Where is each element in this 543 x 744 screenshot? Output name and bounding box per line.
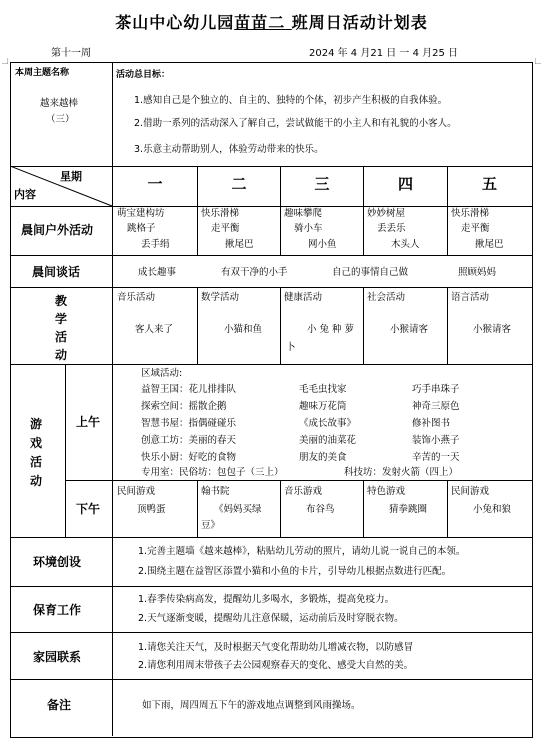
health-item: 1.春季传染病高发，提醒幼儿多喝水，多锻炼，提高免疫力。 bbox=[138, 594, 395, 605]
area-activity: 神奇三原色 bbox=[412, 401, 460, 412]
teaching-subject: 语言活动 bbox=[451, 292, 490, 303]
outdoor-label: 晨间户外活动 bbox=[21, 223, 94, 237]
area-activity: 装饰小燕子 bbox=[412, 435, 460, 446]
crop-mark-icon bbox=[2, 58, 8, 64]
talk-topic: 照顾妈妈 bbox=[458, 267, 497, 278]
environment-item: 2.围绕主题在益智区添置小猫和小鱼的卡片，引导幼儿根据点数进行匹配。 bbox=[138, 566, 452, 577]
tech-room: 科技坊：发射火箭（四上） bbox=[344, 467, 459, 478]
environment-label: 环境创设 bbox=[33, 555, 82, 569]
day-header: 五 bbox=[481, 175, 497, 193]
teaching-name: 小 兔 种 萝 bbox=[307, 324, 355, 335]
area-activity: 美丽的油菜花 bbox=[299, 435, 357, 446]
area-activity: 快乐小厨：好吃的食物 bbox=[141, 452, 237, 463]
area-activity: 创意工坊：美丽的春天 bbox=[141, 435, 237, 446]
afternoon-game-type: 翰书院 bbox=[201, 486, 230, 497]
outdoor-activity: 跳格子 bbox=[127, 223, 156, 234]
area-activity: 探索空间：摇散企鹅 bbox=[141, 401, 227, 412]
area-activity: 趣味万花筒 bbox=[299, 401, 347, 412]
outdoor-activity: 揪尾巴 bbox=[475, 239, 504, 250]
games-label: 游 bbox=[30, 417, 43, 431]
afternoon-label: 下午 bbox=[76, 502, 101, 516]
teaching-label: 学 bbox=[55, 312, 68, 326]
teaching-label: 教 bbox=[55, 294, 68, 308]
special-room: 专用室：民俗坊：包包子（三上） bbox=[141, 467, 284, 478]
remarks-label: 备注 bbox=[47, 698, 72, 712]
home-item: 1.请您关注天气，及时根据天气变化帮助幼儿增减衣物，以防感冒 bbox=[138, 642, 414, 653]
games-label: 动 bbox=[30, 474, 43, 488]
talk-topic: 成长趣事 bbox=[138, 267, 177, 278]
day-header: 二 bbox=[231, 175, 247, 193]
talk-label: 晨间谈话 bbox=[32, 265, 81, 279]
teaching-name: 小猴请客 bbox=[390, 324, 429, 335]
afternoon-game: 顶鸭蛋 bbox=[137, 504, 166, 515]
outdoor-activity: 木头人 bbox=[391, 239, 420, 250]
talk-topic: 有双干净的小手 bbox=[221, 267, 288, 278]
outdoor-activity: 丢丢乐 bbox=[377, 223, 406, 234]
day-header: 三 bbox=[314, 175, 330, 193]
afternoon-game: 猜拳跳圈 bbox=[389, 504, 428, 515]
outdoor-activity: 丢手绢 bbox=[141, 239, 170, 250]
outdoor-activity: 网小鱼 bbox=[308, 239, 337, 250]
goal-item: 1.感知自己是个独立的、自主的、独特的个体，初步产生积极的自我体验。 bbox=[134, 95, 448, 106]
theme-part: （三） bbox=[46, 114, 75, 125]
afternoon-game: 布谷鸟 bbox=[306, 504, 335, 515]
outdoor-activity: 快乐滑梯 bbox=[201, 208, 240, 219]
teaching-subject: 社会活动 bbox=[367, 292, 406, 303]
area-activity: 朋友的美食 bbox=[299, 452, 347, 463]
title-suffix: 班周日活动计划表 bbox=[291, 13, 428, 32]
day-header: 四 bbox=[397, 175, 413, 193]
outdoor-activity: 骑小车 bbox=[294, 223, 323, 234]
remarks-text: 如下雨，周四周五下午的游戏地点调整到风雨操场。 bbox=[142, 700, 361, 711]
afternoon-game-cont: 豆》 bbox=[201, 520, 221, 531]
games-label: 戏 bbox=[30, 436, 43, 450]
afternoon-game: 小兔和狼 bbox=[473, 504, 512, 515]
teaching-subject: 健康活动 bbox=[284, 292, 323, 303]
morning-label: 上午 bbox=[76, 415, 101, 429]
area-activity: 修补图书 bbox=[412, 418, 451, 429]
health-label: 保育工作 bbox=[33, 603, 82, 617]
day-header: 一 bbox=[147, 175, 163, 193]
area-activity: 《成长故事》 bbox=[299, 418, 357, 429]
teaching-name: 客人来了 bbox=[135, 324, 174, 335]
environment-item: 1.完善主题墙《越来越棒》，粘贴幼儿劳动的照片，请幼儿说一说自己的本领。 bbox=[138, 546, 466, 557]
teaching-subject: 数学活动 bbox=[201, 292, 240, 303]
home-item: 2.请您利用周末带孩子去公园观察春天的变化、感受大自然的美。 bbox=[138, 660, 414, 671]
teaching-label: 活 bbox=[55, 330, 68, 344]
title-prefix: 茶山中心幼儿园 bbox=[115, 13, 235, 32]
page-title bbox=[0, 10, 543, 33]
class-name: 苗苗二 bbox=[234, 13, 286, 32]
outdoor-activity: 走平衡 bbox=[461, 223, 490, 234]
crop-mark-icon bbox=[535, 58, 541, 64]
afternoon-game-type: 特色游戏 bbox=[367, 486, 406, 497]
afternoon-game: 《妈妈买绿 bbox=[214, 504, 262, 515]
area-activity: 巧手串珠子 bbox=[412, 384, 460, 395]
teaching-name: 小猴请客 bbox=[473, 324, 512, 335]
teaching-subject: 音乐活动 bbox=[117, 292, 156, 303]
home-label: 家园联系 bbox=[33, 650, 82, 664]
outdoor-activity: 揪尾巴 bbox=[225, 239, 254, 250]
health-item: 2.天气逐渐变暖，提醒幼儿注意保暖，运动前后及时穿脱衣物。 bbox=[138, 613, 404, 624]
area-activity: 益智王国：花儿排排队 bbox=[141, 384, 237, 395]
games-label: 活 bbox=[30, 455, 43, 469]
goals-label: 活动总目标： bbox=[116, 70, 171, 80]
goal-item: 2.借助一系列的活动深入了解自己，尝试做能干的小主人和有礼貌的小客人。 bbox=[134, 118, 457, 129]
area-title: 区域活动: bbox=[141, 368, 183, 379]
outdoor-activity: 萌宝建构坊 bbox=[117, 208, 165, 219]
goal-item: 3.乐意主动帮助别人，体验劳动带来的快乐。 bbox=[134, 144, 324, 155]
outdoor-activity: 妙妙树屋 bbox=[367, 208, 406, 219]
theme-name: 越来越棒 bbox=[40, 98, 79, 109]
theme-label: 本周主题名称 bbox=[15, 68, 70, 78]
area-activity: 毛毛虫找家 bbox=[299, 384, 347, 395]
area-activity: 辛苦的一天 bbox=[412, 452, 460, 463]
outdoor-activity: 走平衡 bbox=[211, 223, 240, 234]
date-range: 2024 年 4 月21 日 一 4 月25 日 bbox=[309, 48, 459, 59]
afternoon-game-type: 音乐游戏 bbox=[284, 486, 323, 497]
outdoor-activity: 快乐滑梯 bbox=[451, 208, 490, 219]
afternoon-game-type: 民间游戏 bbox=[451, 486, 490, 497]
outdoor-activity: 趣味攀爬 bbox=[284, 208, 323, 219]
area-activity: 智慧书屋：指偶碰碰乐 bbox=[141, 418, 237, 429]
content-label: 内容 bbox=[14, 188, 36, 201]
talk-topic: 自己的事情自己做 bbox=[332, 267, 409, 278]
afternoon-game-type: 民间游戏 bbox=[117, 486, 156, 497]
plan-table bbox=[10, 62, 533, 738]
teaching-name-cont: 卜 bbox=[286, 342, 296, 353]
teaching-name: 小猫和鱼 bbox=[224, 324, 263, 335]
week-number: 第十一周 bbox=[51, 48, 91, 59]
teaching-label: 动 bbox=[55, 348, 68, 362]
star-label: 星期 bbox=[60, 170, 82, 183]
